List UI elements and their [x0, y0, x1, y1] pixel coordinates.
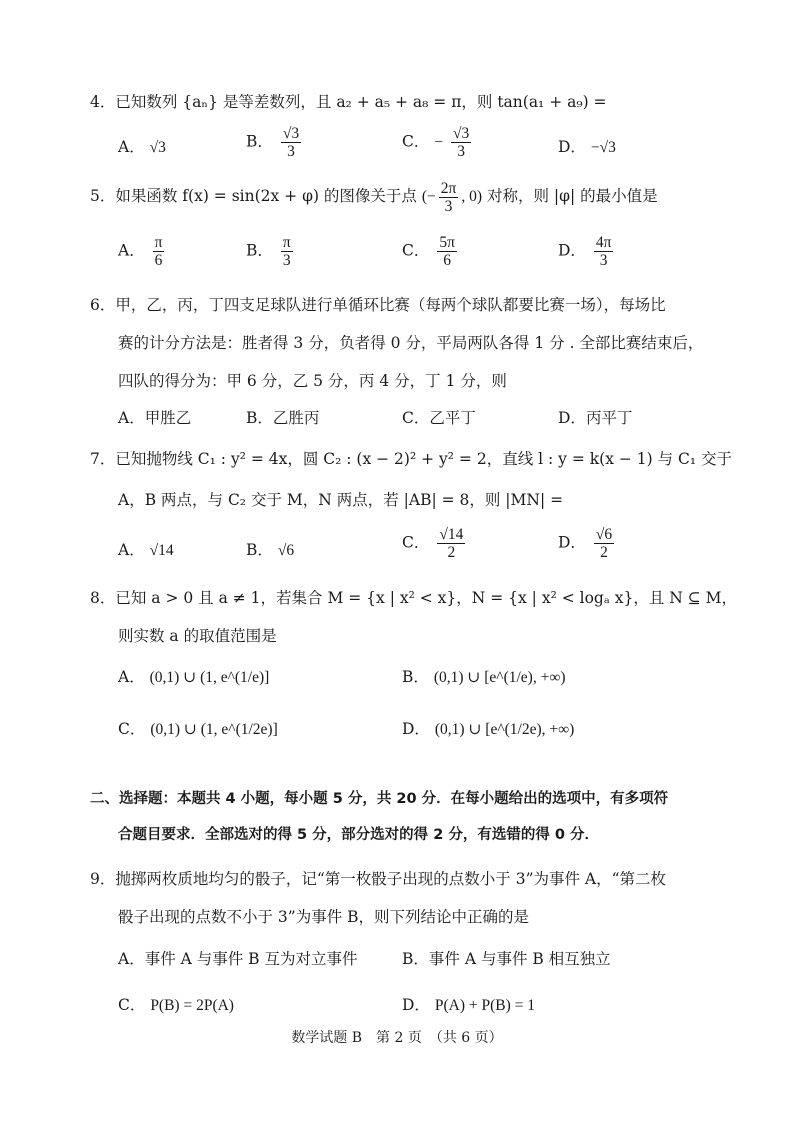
q4-option-d-label: D．: [558, 138, 586, 156]
q5-point-den: 3: [444, 198, 453, 216]
q4-option-a-label: A．: [118, 138, 145, 156]
page-footer: 数学试题 B 第 2 页 （共 6 页）: [291, 1030, 503, 1046]
q7-option-a-text: √14: [149, 542, 174, 559]
q7-option-c-den: 2: [447, 544, 456, 562]
q7-option-b: [246, 538, 294, 560]
q5-option-d-fraction: [594, 234, 614, 269]
q9-option-c-label: C．: [118, 996, 146, 1014]
q5-option-d-num: 4π: [595, 234, 612, 251]
q6-option-b-label: B．: [246, 409, 273, 427]
q7-option-d-den: 2: [600, 544, 608, 562]
q9-option-b: [402, 947, 611, 969]
q9-option-c: [118, 993, 234, 1015]
q5-option-c: [402, 234, 460, 269]
q5-option-c-den: 6: [443, 252, 451, 270]
q6-option-a-label: A．: [118, 409, 145, 427]
q6-option-a-text: 甲胜乙: [144, 409, 192, 427]
q9-option-a: [118, 947, 358, 969]
q6-line-3: 四队的得分为：甲 6 分，乙 5 分，丙 4 分，丁 1 分，则: [118, 372, 507, 390]
q9-line-2: 骰子出现的点数不小于 3”为事件 B，则下列结论中正确的是: [118, 908, 530, 926]
q4-option-d: [558, 135, 616, 157]
q5-option-c-fraction: [437, 234, 457, 269]
q7-option-b-text: √6: [277, 542, 295, 559]
q5-point-num: 2π: [440, 180, 457, 197]
q5-option-d-label: D．: [558, 241, 586, 260]
q5-option-b: [246, 234, 296, 269]
q5-point: (− $\frac{2\pi}{3}$ , 0): [421, 180, 483, 216]
q8-line-1: 8．已知 a > 0 且 a ≠ 1，若集合 M = {x | x² < x}，N = {x | x² < logₐ x}，且 N ⊆ M，: [90, 589, 738, 607]
q8-option-a-label: A．: [118, 668, 145, 686]
q4-option-b-num: √3: [282, 125, 300, 142]
q6-line-1: 6．甲，乙，丙，丁四支足球队进行单循环比赛（每两个球队都要比赛一场），每场比: [90, 296, 666, 314]
q4-option-c-sign: −: [434, 133, 444, 151]
q5-option-a-label: A．: [118, 241, 145, 260]
q9-option-a-label: A．: [118, 950, 145, 968]
q5-option-b-fraction: [281, 234, 293, 269]
q5-option-a-den: 6: [154, 252, 163, 270]
q8-option-b-text: (0,1) ∪ [e^(1/e), +∞): [433, 669, 566, 686]
q4-option-b: [246, 125, 304, 160]
q4-option-b-den: 3: [287, 143, 295, 161]
q8-option-a-text: (0,1) ∪ (1, e^(1/e)]: [149, 669, 270, 686]
q4-option-c-den: 3: [457, 143, 465, 161]
q8-option-b: [402, 665, 566, 687]
q9-option-c-text: P(B) = 2P(A): [150, 997, 234, 1014]
q6-option-d-label: D．: [558, 409, 586, 427]
q9-option-d-label: D．: [402, 996, 430, 1014]
q9-option-d: [402, 993, 535, 1015]
q9-line-1: 9．抛掷两枚质地均匀的骰子，记“第一枚骰子出现的点数小于 3”为事件 A，“第二枚: [90, 870, 667, 888]
q8-option-d-text: (0,1) ∪ [e^(1/2e), +∞): [434, 721, 575, 738]
q7-option-d-fraction: [594, 526, 614, 561]
q5-option-b-num: π: [282, 234, 291, 251]
q9-option-d-text: P(A) + P(B) = 1: [434, 997, 536, 1014]
q6-option-d-text: 丙平丁: [585, 409, 633, 427]
q4-option-c-num: √3: [453, 125, 470, 142]
q4-option-d-text: −√3: [590, 139, 616, 156]
q7-line-2: A，B 两点，与 C₂ 交于 M，N 两点，若 |AB| = 8，则 |MN| =: [118, 491, 564, 509]
q8-option-d-label: D．: [402, 720, 430, 738]
q6-option-a: [118, 406, 191, 428]
q8-option-c-label: C．: [118, 720, 146, 738]
q4-option-c: [402, 125, 474, 160]
q4-stem: 4．已知数列 {aₙ} 是等差数列，且 a₂ + a₅ + a₈ = π，则 tan(a₁ + a₉) =: [90, 93, 607, 111]
q7-option-d-label: D．: [558, 533, 586, 552]
q6-option-d: [558, 406, 632, 428]
section2-heading: 二、选择题：本题共 4 小题，每小题 5 分，共 20 分．在每小题给出的选项中，有多项符: [90, 791, 669, 807]
q7-option-d: [558, 526, 617, 561]
q4-option-b-fraction: [281, 125, 301, 160]
q7-option-a: [118, 538, 174, 560]
q5-option-b-den: 3: [282, 252, 291, 270]
q5-option-a-num: π: [154, 234, 163, 251]
q7-option-c: [402, 526, 468, 561]
q5-stem: [90, 180, 658, 215]
q4-option-c-fraction: [451, 125, 471, 160]
q9-option-a-text: 事件 A 与事件 B 互为对立事件: [144, 950, 358, 968]
section2-instructions: 合题目要求．全部选对的得 5 分，部分选对的得 2 分，有选错的得 0 分．: [118, 827, 600, 843]
q5-option-d: [558, 234, 616, 269]
q5-option-d-den: 3: [599, 252, 608, 270]
q9-option-b-label: B．: [402, 950, 429, 968]
q4-option-b-label: B．: [246, 132, 273, 151]
q8-option-d: [402, 717, 574, 739]
q5-option-a-fraction: [153, 234, 165, 269]
q7-option-b-label: B．: [246, 541, 273, 559]
q6-option-c: [402, 406, 476, 428]
q4-option-c-label: C．: [402, 132, 430, 151]
q5-option-c-num: 5π: [439, 234, 455, 251]
q6-option-c-text: 乙平丁: [429, 409, 476, 427]
q7-option-c-num: √14: [439, 526, 464, 543]
q9-option-b-text: 事件 A 与事件 B 相互独立: [428, 950, 611, 968]
q5-stem-b: 对称，则 |φ| 的最小值是: [486, 187, 658, 206]
q6-option-c-label: C．: [402, 409, 430, 427]
q6-line-2: 赛的计分方法是：胜者得 3 分，负者得 0 分，平局两队各得 1 分 . 全部比赛结束后，: [118, 334, 704, 352]
q8-line-2: 则实数 a 的取值范围是: [118, 627, 277, 645]
q5-option-a: [118, 234, 167, 269]
q7-option-a-label: A．: [118, 541, 145, 559]
q7-option-c-label: C．: [402, 533, 430, 552]
q8-option-c-text: (0,1) ∪ (1, e^(1/2e)]: [150, 721, 278, 738]
q5-option-c-label: C．: [402, 241, 430, 260]
q5-option-b-label: B．: [246, 241, 273, 260]
q4-option-a-text: √3: [149, 139, 166, 156]
q6-option-b-text: 乙胜丙: [272, 409, 320, 427]
q6-option-b: [246, 406, 319, 428]
q8-option-c: [118, 717, 278, 739]
q7-option-d-num: √6: [595, 526, 613, 543]
q5-stem-a: 5．如果函数 f(x) = sin(2x + φ) 的图像关于点: [90, 187, 417, 206]
q7-option-c-fraction: [437, 526, 465, 561]
q8-option-a: [118, 665, 269, 687]
q4-option-a: [118, 135, 166, 157]
q7-line-1: 7．已知抛物线 C₁ : y² = 4x，圆 C₂ : (x − 2)² + y² = 2，直线 l : y = k(x − 1) 与 C₁ 交于: [90, 450, 733, 468]
q8-option-b-label: B．: [402, 668, 429, 686]
